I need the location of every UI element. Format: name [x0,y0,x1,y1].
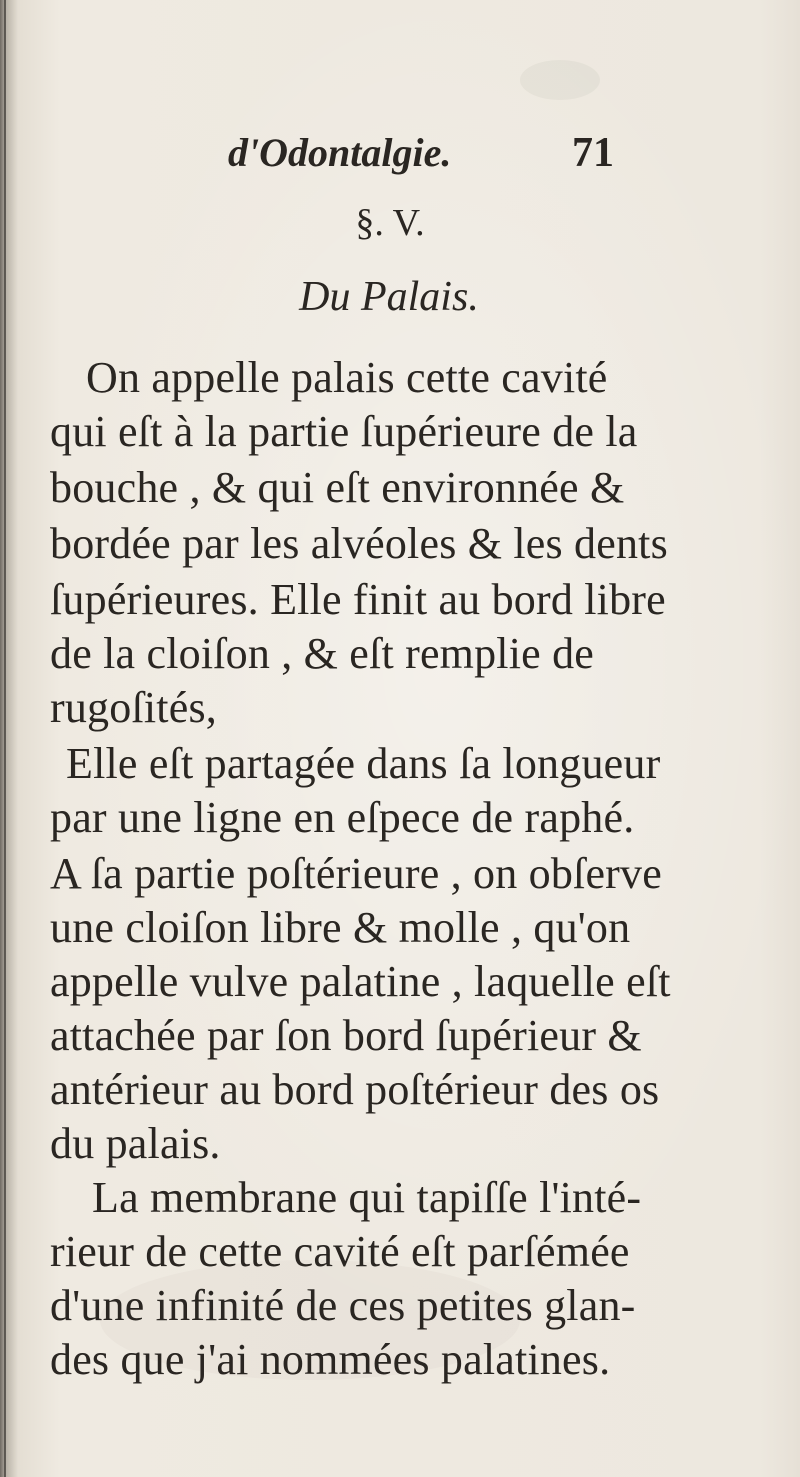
text-line: du palais. [50,1119,221,1168]
text-line: bouche , & qui eſt environnée & [50,463,625,512]
text-line: qui eſt à la partie ſupérieure de la [50,407,638,456]
text-line: bordée par les alvéoles & les dents [50,519,668,568]
section-number-text: §. V. [355,202,425,244]
text-line: Elle eſt partagée dans ſa longueur [66,739,661,788]
text-line: de la cloiſon , & eſt remplie de [50,629,595,678]
text-line: antérieur au bord poſtérieur des os [50,1065,660,1114]
text-line: des que j'ai nommées palatines. [50,1335,611,1384]
running-head-title: d'Odontalgie. [228,130,452,175]
text-line: appelle vulve palatine , laquelle eſt [50,957,671,1006]
text-line: par une ligne en eſpece de raphé. [50,793,635,842]
text-line: une cloiſon libre & molle , qu'on [50,903,631,952]
text-line: d'une infinité de ces petites glan- [50,1281,636,1330]
text-line: La membrane qui tapiſſe l'inté- [92,1173,642,1222]
text-line: ſupérieures. Elle finit au bord libre [50,575,666,624]
text-line: On appelle palais cette cavité [86,353,608,402]
text-line: rugoſités, [50,683,217,732]
text-line: A ſa partie poſtérieure , on obſerve [50,849,662,898]
text-line: rieur de cette cavité eſt parſémée [50,1227,630,1276]
page-number: 71 [572,130,614,176]
section-heading-text: Du Palais. [299,274,479,320]
text-line: attachée par ſon bord ſupérieur & [50,1011,642,1060]
